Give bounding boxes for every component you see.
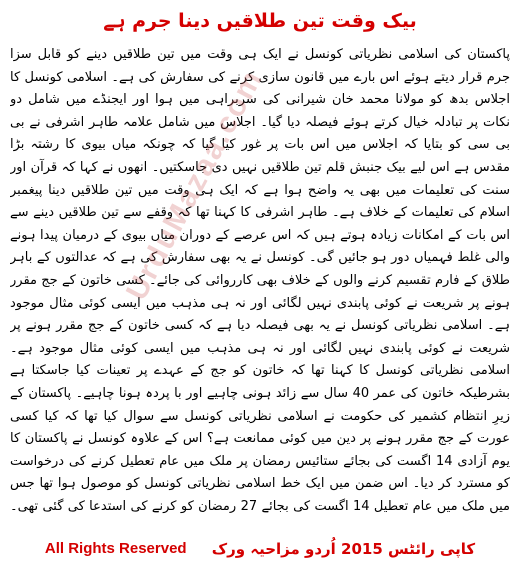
copyright-footer: [0, 538, 520, 564]
article-body: [10, 44, 510, 520]
copyright-urdu-text: کاپی رائٹس 2015 اُردو مزاحیہ ورک: [211, 539, 476, 558]
site-watermark: UrduMazaa.com: [120, 63, 270, 306]
all-rights-reserved-text: All Rights Reserved: [44, 540, 187, 557]
article-headline: بیک وقت تین طلاقیں دینا جرم ہے: [103, 10, 417, 32]
article-paragraph: پاکستان کی اسلامی نظریاتی کونسل نے ایک ہی وقت میں تین طلاقیں دینے کو قابل سزا جرم قرار دیتے ہوئے اس بارے میں قانون سازی کرنے کی سفارش کی ہے۔ اسلامی کونسل کا اجلاس بدھ کو مولانا محمد خان شیرانی کی سربراہی میں ہوا اور ایجنڈے میں شامل دو نکات پر تبادلہ خیال کرتے ہوئے فیصلہ دیا گیا۔ اجلاس میں شامل علامہ طاہر اشرفی نے بی بی سی کو بتایا کہ اجلاس میں اس بات پر غور کیا گیا کہ چونکہ میاں بیوی کا رشتہ بڑا مقدس ہے اس لیے بیک جنبش قلم تین طلاقیں نہیں دی جاسکتیں۔ انھوں نے کہا کہ قرآن اور سنت کی تعلیمات میں بھی یہ واضح ہوا ہے کہ ایک ہی وقت میں تین طلاقیں دینا پیغمبر اسلام کی تعلیمات کے خلاف ہے۔ طاہر اشرفی کا کہنا تھا کہ وقفے سے تین طلاقیں دینے سے اس بات کے امکانات زیادہ ہوتے ہیں کہ اس عرصے کے دوران میاں بیوی کے درمیان پیدا ہونے والی غلط فہمیاں دور ہو جائیں گی۔ کونسل نے یہ بھی سفارش کی ہے کہ عدالتوں کے باہر طلاق کے فارم تقسیم کرنے والوں کے خلاف بھی کارروائی کی جائے۔ کسی خاتون کے جج مقرر ہونے پر شریعت نے کوئی پابندی نہیں لگائی اور نہ ہی مذہب میں ایسی کوئی مثال موجود ہے۔ اسلامی نظریاتی کونسل نے یہ بھی فیصلہ دیا ہے کہ کسی خاتون کے جج مقرر ہونے پر شریعت نے کوئی پابندی نہیں لگائی اور نہ ہی مذہب میں ایسی کوئی مثال موجود ہے۔ اسلامی نظریاتی کونسل کا کہنا تھا کہ خاتون کو جج کے عہدے پر تعینات کیا جاسکتا ہے بشرطیکہ خاتون کی عمر 40 سال سے زائد ہونی چاہیے اور با پردہ ہونا چاہیے۔ پاکستان کے زیرِ انتظام کشمیر کی حکومت نے اسلامی نظریاتی کونسل سے سوال کیا تھا کہ کیا کسی عورت کے جج مقرر ہونے پر دین میں کوئی ممانعت ہے؟ اس کے علاوہ کونسل نے پاکستان کا یوم آزادی 14 اگست کی بجائے ستائیس رمضان پر ملک میں عام تعطیل کرنے کی درخواست کو مسترد کر دیا۔ اس ضمن میں ایک خط اسلامی نظریاتی کونسل کو موصول ہوا تھا جس میں ملک میں عام تعطیل 14 اگست کی بجائے 27 رمضان کو کرنے کی استدعا کی گئی تھی۔: [10, 47, 510, 514]
